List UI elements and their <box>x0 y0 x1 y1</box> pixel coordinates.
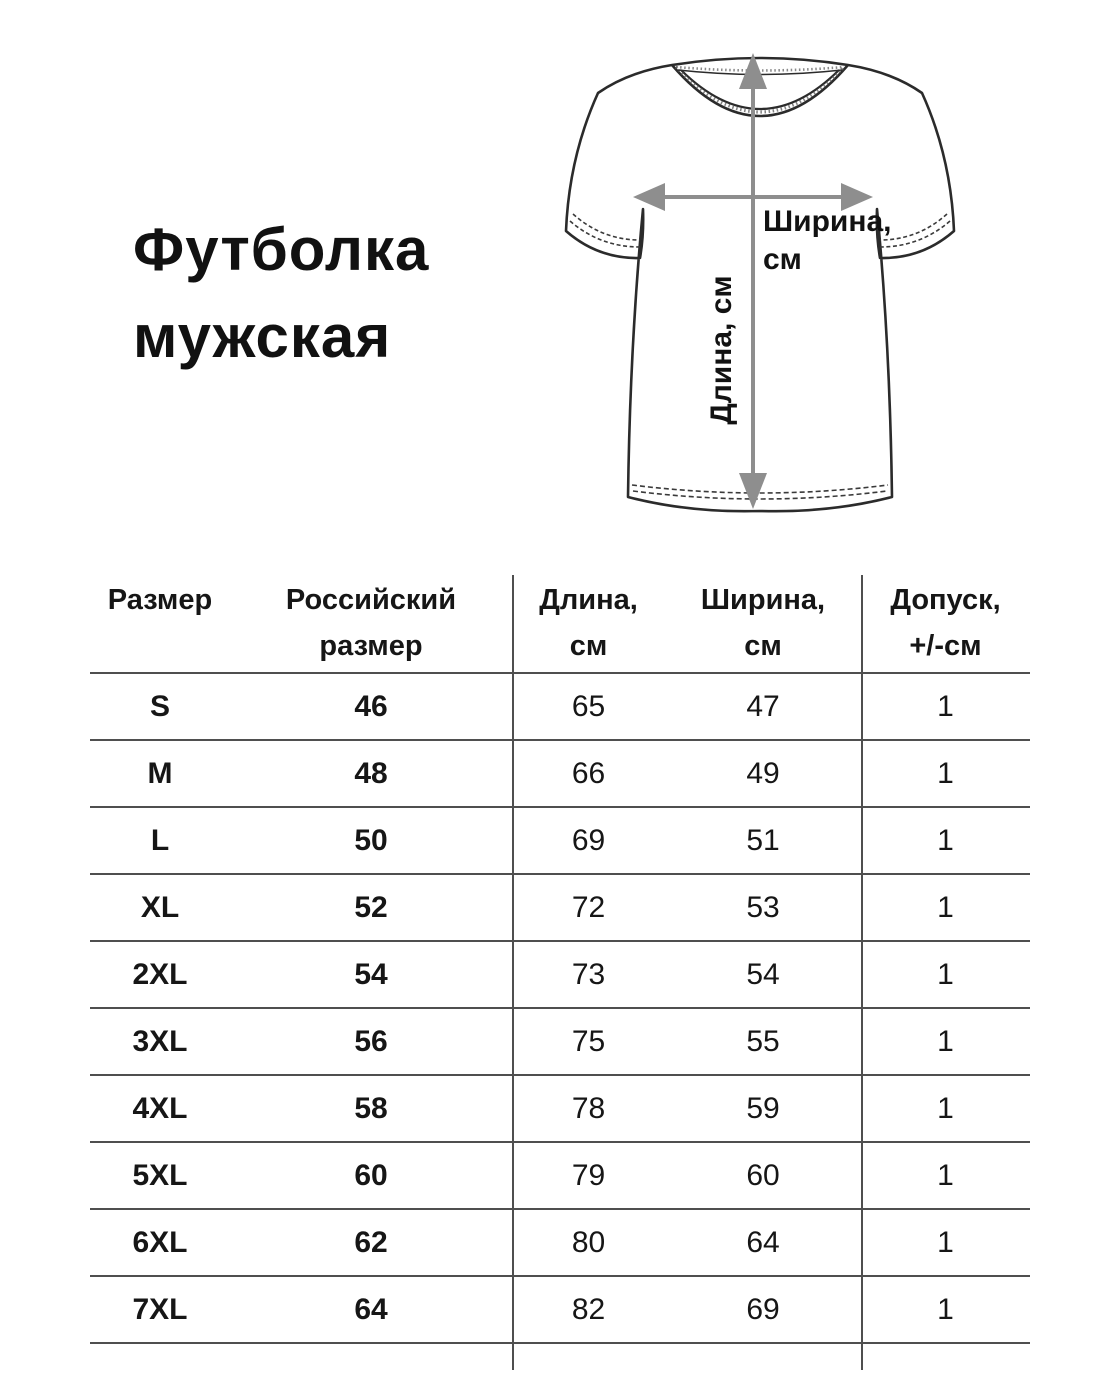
cell-width-xl: 53 <box>665 875 861 942</box>
page-title-line1: Футболка <box>133 216 430 283</box>
cell-length-2xl: 73 <box>512 942 665 1009</box>
cell-tol-s: 1 <box>861 674 1030 741</box>
header-width-line1: Ширина, <box>700 584 826 616</box>
size-table <box>90 575 1030 1344</box>
cell-size-3xl: 3XL <box>90 1009 230 1076</box>
cell-width-3xl: 55 <box>665 1009 861 1076</box>
cell-length-xl: 72 <box>512 875 665 942</box>
cell-tol-3xl: 1 <box>861 1009 1030 1076</box>
cell-ru-3xl: 56 <box>230 1009 512 1076</box>
header-width <box>665 575 861 674</box>
tshirt-drawing <box>550 45 995 520</box>
cell-tol-xl: 1 <box>861 875 1030 942</box>
cell-width-2xl: 54 <box>665 942 861 1009</box>
cell-tol-4xl: 1 <box>861 1076 1030 1143</box>
header-russian-size-line2: размер <box>319 630 423 662</box>
header-length-line1: Длина, <box>539 584 638 616</box>
cell-tol-l: 1 <box>861 808 1030 875</box>
width-label-line1: Ширина, <box>763 205 892 238</box>
table-vertical-divider-1 <box>512 575 514 1370</box>
header-russian-size-line1: Российский <box>285 584 457 616</box>
header-length-line2: см <box>569 630 608 662</box>
cell-length-s: 65 <box>512 674 665 741</box>
cell-length-6xl: 80 <box>512 1210 665 1277</box>
cell-size-4xl: 4XL <box>90 1076 230 1143</box>
cell-size-m: M <box>90 741 230 808</box>
cell-ru-5xl: 60 <box>230 1143 512 1210</box>
cell-width-6xl: 64 <box>665 1210 861 1277</box>
cell-ru-s: 46 <box>230 674 512 741</box>
cell-size-l: L <box>90 808 230 875</box>
cell-tol-5xl: 1 <box>861 1143 1030 1210</box>
header-tolerance-line1: Допуск, <box>890 584 1001 616</box>
width-label-line2: см <box>763 243 802 276</box>
cell-length-4xl: 78 <box>512 1076 665 1143</box>
cell-ru-2xl: 54 <box>230 942 512 1009</box>
table-vertical-divider-2 <box>861 575 863 1370</box>
header-tolerance-line2: +/-см <box>909 630 982 662</box>
cell-ru-6xl: 62 <box>230 1210 512 1277</box>
cell-width-5xl: 60 <box>665 1143 861 1210</box>
cell-width-4xl: 59 <box>665 1076 861 1143</box>
cell-ru-4xl: 58 <box>230 1076 512 1143</box>
cell-size-2xl: 2XL <box>90 942 230 1009</box>
tshirt-outline <box>566 58 954 511</box>
cell-length-m: 66 <box>512 741 665 808</box>
header-russian-size <box>230 575 512 674</box>
cell-length-3xl: 75 <box>512 1009 665 1076</box>
cell-length-5xl: 79 <box>512 1143 665 1210</box>
cell-size-s: S <box>90 674 230 741</box>
cell-width-s: 47 <box>665 674 861 741</box>
cell-length-l: 69 <box>512 808 665 875</box>
cell-length-7xl: 82 <box>512 1277 665 1344</box>
page-title-line2: мужская <box>133 303 392 370</box>
cell-size-xl: XL <box>90 875 230 942</box>
header-size <box>90 575 230 674</box>
cell-width-m: 49 <box>665 741 861 808</box>
header-tolerance <box>861 575 1030 674</box>
page-title <box>133 206 429 380</box>
cell-ru-7xl: 64 <box>230 1277 512 1344</box>
header-length <box>512 575 665 674</box>
cell-width-7xl: 69 <box>665 1277 861 1344</box>
cell-tol-7xl: 1 <box>861 1277 1030 1344</box>
cell-width-l: 51 <box>665 808 861 875</box>
header-size-text: Размер <box>107 584 213 616</box>
header-width-line2: см <box>744 630 782 662</box>
cell-ru-l: 50 <box>230 808 512 875</box>
tshirt-measurement-diagram <box>550 45 995 520</box>
cell-ru-xl: 52 <box>230 875 512 942</box>
cell-tol-m: 1 <box>861 741 1030 808</box>
cell-size-7xl: 7XL <box>90 1277 230 1344</box>
cell-ru-m: 48 <box>230 741 512 808</box>
cell-size-5xl: 5XL <box>90 1143 230 1210</box>
length-label: Длина, см <box>705 275 738 425</box>
cell-tol-6xl: 1 <box>861 1210 1030 1277</box>
cell-tol-2xl: 1 <box>861 942 1030 1009</box>
cell-size-6xl: 6XL <box>90 1210 230 1277</box>
